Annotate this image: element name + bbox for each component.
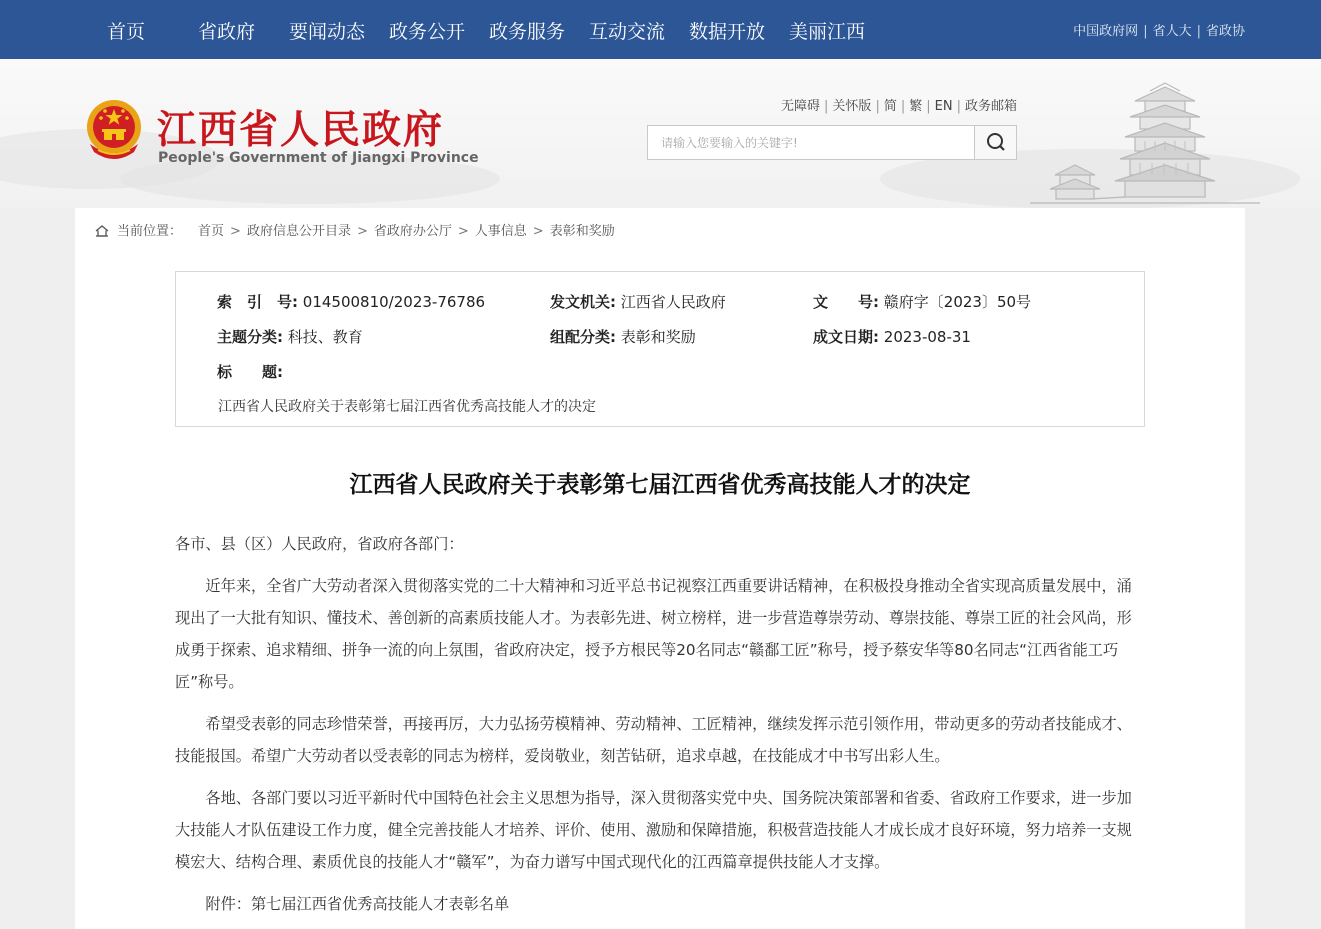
- breadcrumb-label: 当前位置：: [117, 224, 183, 239]
- meta-topic: [217, 326, 363, 347]
- link-traditional[interactable]: 繁: [909, 99, 923, 114]
- link-provincial-congress[interactable]: 省人大: [1152, 24, 1192, 39]
- breadcrumb-separator: >: [356, 224, 368, 239]
- site-header: [0, 59, 1321, 208]
- divider: |: [956, 99, 961, 114]
- link-care-version[interactable]: 关怀版: [832, 99, 872, 114]
- divider: |: [1143, 24, 1148, 39]
- meta-index-value: 014500810/2023-76786: [302, 293, 486, 311]
- document-title: 江西省人民政府关于表彰第七届江西省优秀高技能人才的决定: [349, 472, 971, 498]
- breadcrumb-separator: >: [532, 224, 544, 239]
- nav-item-interaction[interactable]: 互动交流: [589, 21, 666, 43]
- meta-issuer-value: 江西省人民政府: [620, 293, 726, 311]
- document-paragraph: 希望受表彰的同志珍惜荣誉，再接再厉，大力弘扬劳模精神、劳动精神、工匠精神，继续发挥示范引领作用，带动更多的劳动者技能成才、技能报国。希望广大劳动者以受表彰的同志为榜样，爱岗敬业，刻苦钻研，追求卓越，在技能成才中书写出彩人生。: [175, 715, 1132, 765]
- site-title: 江西省人民政府: [157, 108, 445, 153]
- link-provincial-cppcc[interactable]: 省政协: [1205, 24, 1245, 39]
- meta-document-number: [813, 291, 1031, 312]
- breadcrumb-item-general-office[interactable]: 省政府办公厅: [373, 224, 452, 239]
- breadcrumb-item-home[interactable]: 首页: [198, 224, 225, 239]
- nav-item-government-services[interactable]: 政务服务: [489, 21, 566, 43]
- document-attachment-note: 附件：第七届江西省优秀高技能人才表彰名单: [205, 895, 510, 913]
- divider: |: [824, 99, 829, 114]
- search-button[interactable]: [974, 126, 1016, 159]
- breadcrumb-separator: >: [230, 224, 241, 239]
- meta-date-value: 2023-08-31: [883, 328, 971, 346]
- document-salutation: 各市、县（区）人民政府，省政府各部门：: [175, 535, 464, 553]
- meta-topic-label: 主题分类:: [217, 328, 283, 346]
- breadcrumb-item-awards[interactable]: 表彰和奖励: [549, 224, 615, 239]
- link-accessibility[interactable]: 无障碍: [781, 99, 821, 114]
- search-icon: [975, 126, 1017, 159]
- document-metadata-box: [175, 271, 1145, 427]
- site-subtitle: People's Government of Jiangxi Province: [158, 150, 479, 166]
- meta-docno-value: 赣府字〔2023〕50号: [883, 293, 1032, 311]
- meta-category-value: 表彰和奖励: [620, 328, 696, 346]
- link-government-email[interactable]: 政务邮箱: [964, 99, 1017, 114]
- meta-date-label: 成文日期:: [813, 328, 879, 346]
- meta-category-label: 组配分类:: [550, 328, 616, 346]
- nav-item-open-data[interactable]: 数据开放: [689, 21, 766, 43]
- link-china-government[interactable]: 中国政府网: [1073, 24, 1139, 39]
- search-box: [647, 125, 1017, 160]
- meta-title-value: 江西省人民政府关于表彰第七届江西省优秀高技能人才的决定: [218, 399, 596, 415]
- meta-title: [217, 361, 283, 382]
- utility-links: [781, 95, 1017, 114]
- nav-item-beautiful-jiangxi[interactable]: 美丽江西: [789, 21, 866, 43]
- home-icon: [95, 225, 109, 237]
- meta-issuer: [550, 291, 726, 312]
- link-simplified[interactable]: 简: [883, 99, 897, 114]
- national-emblem-icon: [82, 96, 146, 164]
- nav-item-government-affairs-disclosure[interactable]: 政务公开: [389, 21, 466, 43]
- article-panel: [75, 208, 1245, 929]
- breadcrumb: [95, 220, 615, 239]
- meta-index-label: 索 引 号:: [217, 293, 298, 311]
- link-english[interactable]: EN: [934, 99, 953, 114]
- meta-topic-value: 科技、教育: [287, 328, 363, 346]
- document-paragraph: 近年来，全省广大劳动者深入贯彻落实党的二十大精神和习近平总书记视察江西重要讲话精神，在积极投身推动全省实现高质量发展中，涌现出了一大批有知识、懂技术、善创新的高素质技能人才。为表彰先进、树立榜样，进一步营造尊崇劳动、尊崇技能、尊崇工匠的社会风尚，形成勇于探索、追求精细、拼争一流的向上氛围，省政府决定，授予方根民等20名同志“赣鄱工匠”称号，授予蔡安华等80名同志“江西省能工巧匠”称号。: [175, 577, 1132, 691]
- top-navigation-bar: [0, 0, 1321, 59]
- breadcrumb-separator: >: [457, 224, 469, 239]
- meta-category: [550, 326, 696, 347]
- search-input[interactable]: [648, 126, 975, 159]
- nav-item-provincial-government[interactable]: 省政府: [198, 21, 256, 43]
- divider: |: [926, 99, 931, 114]
- meta-docno-label: 文 号:: [813, 293, 879, 311]
- meta-date: [813, 326, 971, 347]
- nav-item-news[interactable]: 要闻动态: [289, 21, 366, 43]
- meta-title-label: 标 题:: [217, 363, 283, 381]
- meta-issuer-label: 发文机关:: [550, 293, 616, 311]
- divider: |: [900, 99, 906, 114]
- breadcrumb-item-personnel-info[interactable]: 人事信息: [474, 224, 527, 239]
- document-paragraph: 各地、各部门要以习近平新时代中国特色社会主义思想为指导，深入贯彻落实党中央、国务院决策部署和省委、省政府工作要求，进一步加大技能人才队伍建设工作力度，健全完善技能人才培养、评价、使用、激励和保障措施，积极营造技能人才成长成才良好环境，努力培养一支规模宏大、结构合理、素质优良的技能人才“赣军”，为奋力谱写中国式现代化的江西篇章提供技能人才支撑。: [175, 789, 1132, 871]
- meta-index-number: [217, 291, 485, 312]
- top-external-links: [1073, 20, 1245, 39]
- nav-item-home[interactable]: 首页: [107, 21, 146, 43]
- breadcrumb-item-disclosure-catalog[interactable]: 政府信息公开目录: [246, 224, 351, 239]
- divider: |: [1196, 24, 1201, 39]
- pagoda-illustration: [1030, 79, 1260, 208]
- divider: |: [875, 99, 880, 114]
